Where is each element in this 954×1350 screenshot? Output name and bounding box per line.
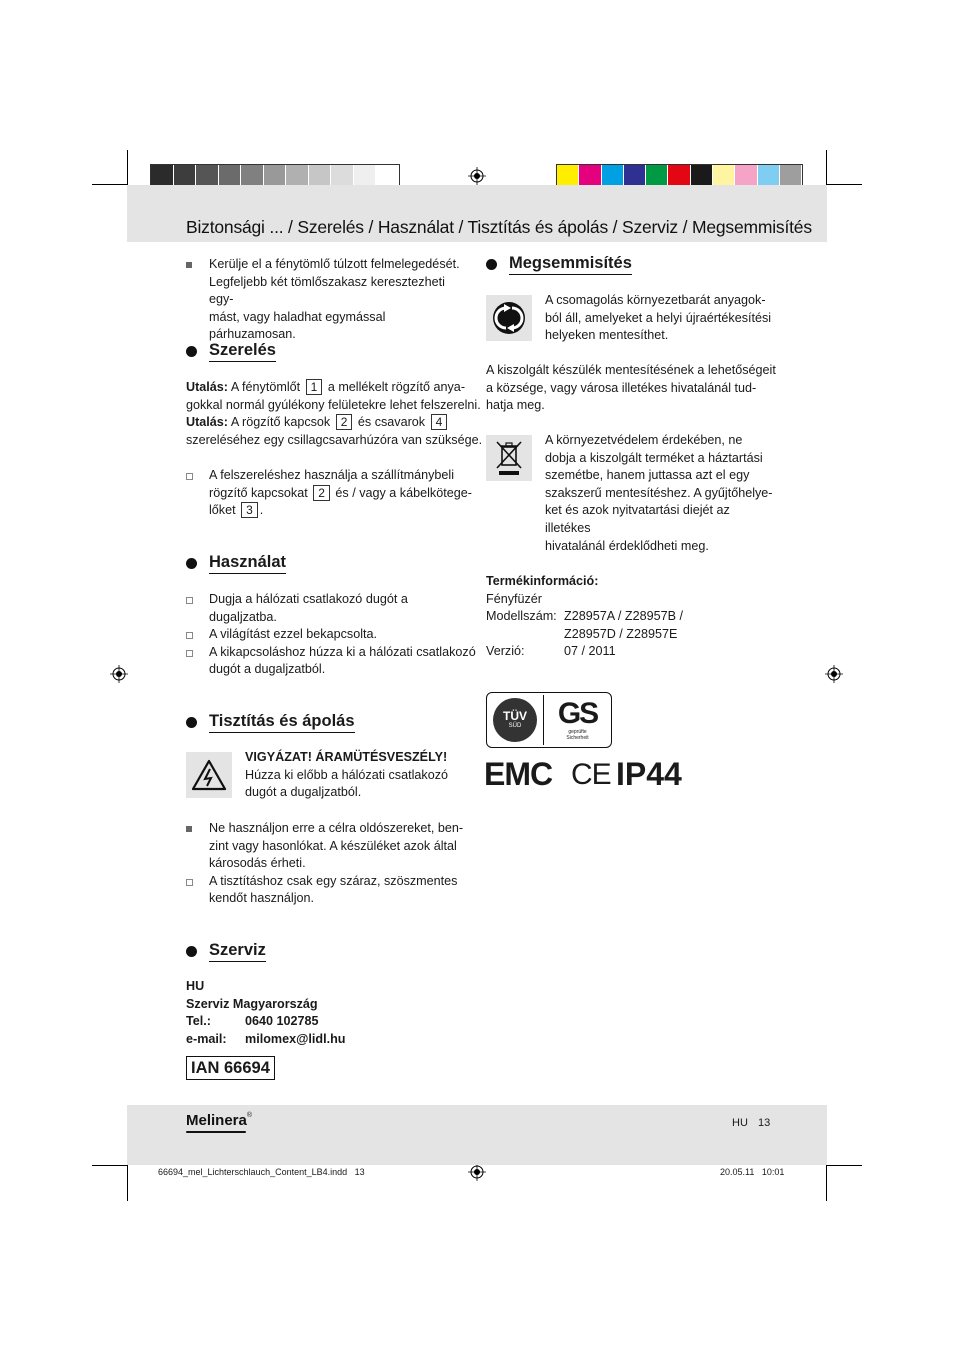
szereles-step: A felszereléshez használja a szállítmánybeli rögzítő kapcsokat 2 és / vagy a kábelkötege- lőket 3 .: [186, 467, 476, 520]
slug-file: 66694_mel_Lichterschlauch_Content_LB4.indd 13: [158, 1167, 365, 1177]
ip44-mark: IP44: [616, 756, 682, 792]
gs-seal: GS geprüfte Sicherheit: [557, 697, 598, 741]
recycle-text: A csomagolás környezetbarát anyagok- ból áll, amelyeket a helyi újraértékesítési helyeken mentesíthet.: [545, 293, 772, 343]
electric-hazard-icon: [191, 759, 227, 791]
page-title: Biztonsági ... / Szerelés / Használat / Tisztítás és ápolás / Szerviz / Megsemmisítés: [186, 217, 812, 237]
section-heading-szereles: Szerelés: [186, 341, 276, 362]
page-lang: HU: [732, 1117, 748, 1129]
bullet-dot-icon: [186, 717, 197, 728]
intro-bullet: Kerülje el a fénytömlő túlzott felmelegedését. Legfeljebb két tömlőszakasz keresztezheti egy- mást, vagy haladhat egymással párhuzamosan.: [186, 256, 471, 344]
list-item: Ne használjon erre a célra oldószereket, ben- zint vagy hasonlókat. A készüléket azok által károsodás érheti.: [186, 820, 476, 873]
checkbox-bullet-icon: [186, 597, 193, 604]
tuv-seal: TÜV SÜD: [487, 695, 544, 745]
emc-mark: EMC: [484, 756, 553, 792]
checkbox-bullet-icon: [186, 650, 193, 657]
square-bullet-icon: [186, 262, 192, 268]
square-bullet-icon: [186, 826, 192, 832]
list-item: A világítást ezzel bekapcsolta.: [186, 626, 476, 644]
disposal-paragraph: A kiszolgált készülék mentesítésének a lehetőségeit a községe, vagy városa illetékes hivatalánál tud- hatja meg.: [486, 363, 776, 413]
ce-mark: CE: [571, 758, 611, 791]
section-heading-tisztitas: Tisztítás és ápolás: [186, 712, 355, 733]
bullet-dot-icon: [486, 259, 497, 270]
szereles-notes: Utalás: A fénytömlőt 1 a mellékelt rögzítő anya- gokkal normál gyúlékony felületekre lehet felszerelni. Utalás: A rögzítő kapcsok 2 és csavarok 4 szereléséhez egy csillagcsavarhúzóra van szüksége.: [186, 380, 483, 447]
warning-text: VIGYÁZAT! ÁRAMÜTÉSVESZÉLY! Húzza ki előbb a hálózati csatlakozó dugót a dugaljzatból.: [245, 750, 449, 800]
list-item: A kikapcsoláshoz húzza ki a hálózati csatlakozó dugót a dugaljzatból.: [186, 644, 476, 679]
product-info: Termékinformáció: Fényfüzér Modellszám: Z28957A / Z28957B / Z28957D / Z28957E Verzió: 07 / 2011: [486, 574, 684, 659]
ian-box: IAN 66694: [186, 1056, 275, 1080]
recycle-icon-box: [486, 295, 532, 341]
crossed-bin-icon: [494, 439, 524, 477]
page-number: 13: [758, 1117, 771, 1129]
weee-icon-box: [486, 435, 532, 481]
checkbox-bullet-icon: [186, 632, 193, 639]
tuv-gs-mark: [486, 692, 612, 748]
registration-mark-icon: [110, 665, 128, 683]
bullet-dot-icon: [186, 558, 197, 569]
slug-date: 20.05.11 10:01: [720, 1167, 785, 1177]
green-dot-recycle-icon: [491, 300, 527, 336]
section-heading-hasznalat: Használat: [186, 553, 286, 574]
crop-mark: [92, 1165, 128, 1166]
crop-mark: [826, 1165, 862, 1166]
registration-mark-icon: [825, 665, 843, 683]
section-heading-szerviz: Szerviz: [186, 941, 266, 962]
crop-mark: [127, 150, 128, 186]
tisztitas-list: [186, 820, 476, 908]
crop-mark: [92, 184, 128, 185]
crop-mark: [826, 150, 827, 186]
checkbox-bullet-icon: [186, 473, 193, 480]
bullet-dot-icon: [186, 946, 197, 957]
weee-text: A környezetvédelem érdekében, ne dobja a kiszolgált terméket a háztartási szemétbe, hanem juttassa azt el egy szakszerű mentesítéshez. A gyűjtőhelye- ket és azok nyitvatartási diejét az illetékes hivatalánál érdeklődheti meg.: [545, 433, 773, 553]
list-item: Dugja a hálózati csatlakozó dugót a dugaljzatba.: [186, 591, 476, 626]
email-link[interactable]: milomex@lidl.hu: [245, 1031, 346, 1046]
section-heading-megsemmisites: Megsemmisítés: [486, 254, 632, 275]
brand-swoosh: [186, 1131, 246, 1133]
bullet-dot-icon: [186, 346, 197, 357]
brand-logo: Melinera®: [186, 1112, 252, 1133]
checkbox-bullet-icon: [186, 879, 193, 886]
registration-mark-icon: [468, 167, 486, 185]
hasznalat-list: [186, 591, 476, 679]
registration-mark-icon: [468, 1163, 486, 1181]
service-info: HU Szerviz Magyarország Tel.: 0640 102785 e-mail: milomex@lidl.hu: [186, 978, 476, 1048]
warning-icon-box: [186, 752, 232, 798]
crop-mark: [127, 1165, 128, 1201]
list-item: A tisztításhoz csak egy száraz, szöszmentes kendőt használjon.: [186, 873, 476, 908]
crop-mark: [826, 1165, 827, 1201]
crop-mark: [826, 184, 862, 185]
